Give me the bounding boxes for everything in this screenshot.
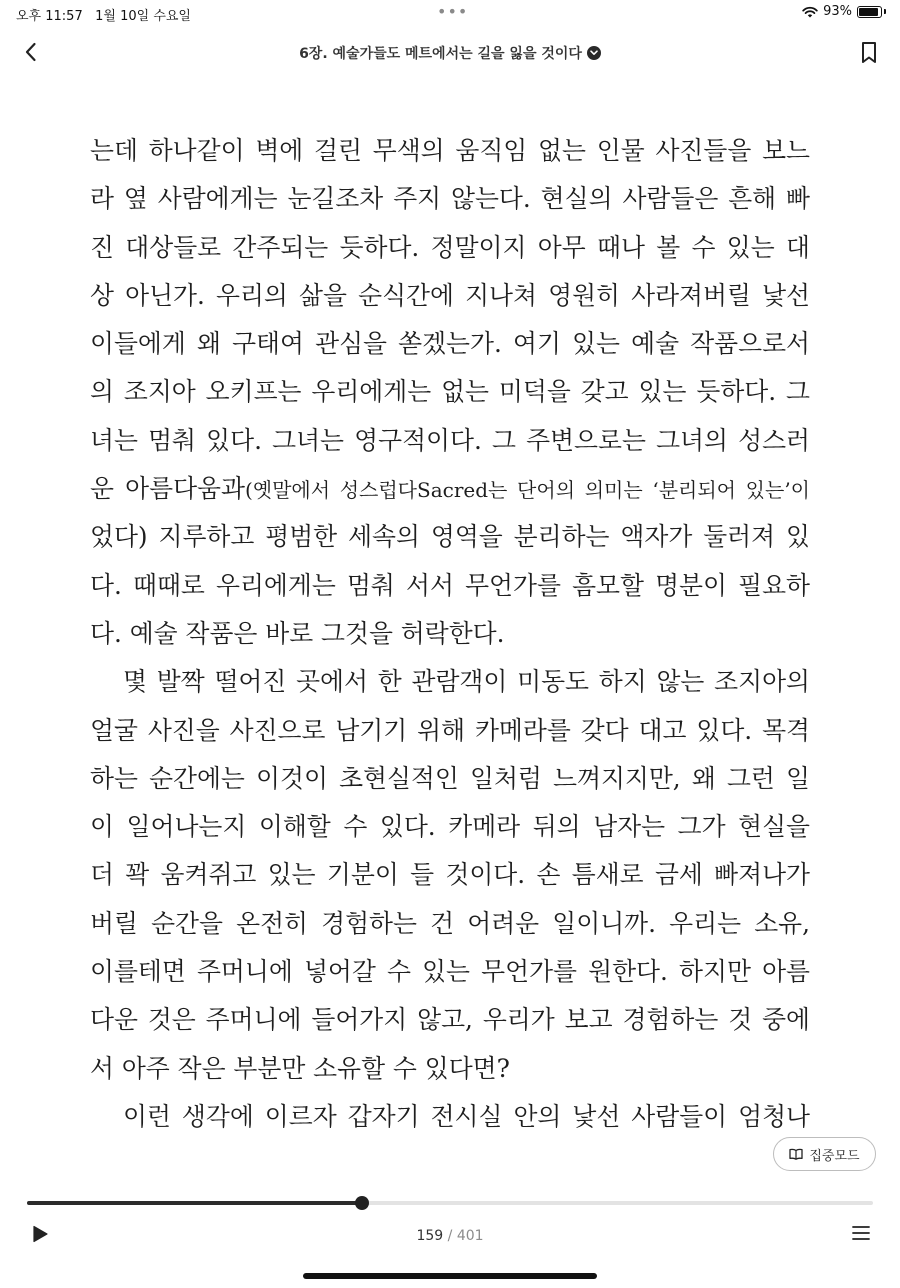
bookmark-icon	[858, 40, 880, 66]
current-page: 159	[416, 1228, 444, 1244]
reading-progress-slider[interactable]	[27, 1195, 873, 1211]
status-time-text: 오후 11:57	[16, 9, 83, 24]
battery-fill	[859, 8, 878, 16]
text-line: 의 조지아 오키프는 우리에게는 없는 미덕을 갖고 있는 듯하다. 그	[90, 377, 810, 407]
chapter-title: 6장. 예술가들도 메트에서는 길을 잃을 것이다	[299, 46, 582, 62]
focus-mode-button[interactable]	[773, 1137, 876, 1171]
progress-handle[interactable]	[355, 1196, 369, 1210]
text-line: 하는 순간에는 이것이 초현실적인 일처럼 느껴지지만, 왜 그런 일	[90, 763, 810, 793]
book-icon	[789, 1148, 803, 1160]
status-date-text: 1월 10일 수요일	[95, 9, 191, 24]
status-right	[802, 4, 886, 19]
status-time	[16, 5, 191, 24]
text-line: 녀는 멈춰 있다. 그녀는 영구적이다. 그 주변으로는 그녀의 성스러	[90, 425, 810, 455]
wifi-icon	[802, 6, 818, 18]
annotation-text: 는 단어의 의미는 ‘분리되어 있는’이	[488, 478, 811, 503]
focus-mode-label: 집중모드	[809, 1148, 860, 1164]
text-line: 버릴 순간을 온전히 경험하는 건 어려운 일이니까. 우리는 소유,	[90, 908, 810, 938]
bookmark-button[interactable]	[858, 40, 880, 66]
text-line: 몇 발짝 떨어진 곳에서 한 관람객이 미동도 하지 않는 조지아의	[123, 667, 810, 697]
text-line: 서 아주 작은 부분만 소유할 수 있다면?	[90, 1053, 510, 1083]
battery-percent: 93%	[823, 4, 852, 19]
book-page-text	[90, 127, 810, 1141]
menu-button[interactable]	[850, 1222, 872, 1244]
text-line: 다운 것은 주머니에 들어가지 않고, 우리가 보고 경험하는 것 중에	[90, 1005, 810, 1035]
text-line: 진 대상들로 간주되는 듯하다. 정말이지 아무 때나 볼 수 있는 대	[90, 232, 810, 262]
text-line: 이들에게 왜 구태여 관심을 쏟겠는가. 여기 있는 예술 작품으로서	[90, 329, 810, 359]
annotation-term: Sacred	[417, 478, 489, 503]
text-line: 더 꽉 움켜쥐고 있는 기분이 들 것이다. 손 틈새로 금세 빠져나가	[90, 860, 810, 890]
dropdown-chevron-icon	[587, 46, 601, 60]
text-line: 상 아닌가. 우리의 삶을 순식간에 지나쳐 영원히 사라져버릴 낯선	[90, 280, 810, 310]
text-line: 다. 때때로 우리에게는 멈춰 서서 무언가를 흠모할 명분이 필요하	[90, 570, 810, 600]
text-line: 라 옆 사람에게는 눈길조차 주지 않는다. 현실의 사람들은 흔해 빠	[90, 184, 810, 214]
progress-fill	[27, 1201, 362, 1205]
text-line	[90, 465, 810, 513]
text-line: 는데 하나같이 벽에 걸린 무색의 움직임 없는 인물 사진들을 보느	[90, 136, 810, 165]
total-pages: 401	[456, 1228, 484, 1244]
battery-tip	[884, 9, 886, 14]
home-indicator[interactable]	[303, 1273, 597, 1279]
multitasking-dots-icon[interactable]: •••	[437, 2, 469, 21]
text-line: 었다) 지루하고 평범한 세속의 영역을 분리하는 액자가 둘러져 있	[90, 522, 810, 552]
text-segment: 운 아름다움과	[90, 474, 245, 504]
text-line: 이를테면 주머니에 넣어갈 수 있는 무언가를 원한다. 하지만 아름	[90, 957, 810, 987]
status-bar	[0, 0, 900, 28]
annotation-text: (옛말에서 성스럽다	[244, 478, 418, 503]
text-line: 다. 예술 작품은 바로 그것을 허락한다.	[90, 618, 505, 648]
text-line: 이런 생각에 이르자 갑자기 전시실 안의 낯선 사람들이 엄청나	[123, 1101, 810, 1131]
text-line: 얼굴 사진을 사진으로 남기기 위해 카메라를 갖다 대고 있다. 목격	[90, 715, 810, 745]
menu-icon	[850, 1222, 872, 1244]
page-indicator	[0, 1228, 900, 1244]
top-navigation	[0, 30, 900, 76]
text-line: 이 일어나는지 이해할 수 있다. 카메라 뒤의 남자는 그가 현실을	[90, 812, 810, 842]
chapter-title-button[interactable]	[0, 43, 900, 63]
battery-icon	[857, 6, 882, 18]
page-separator: /	[447, 1228, 453, 1244]
